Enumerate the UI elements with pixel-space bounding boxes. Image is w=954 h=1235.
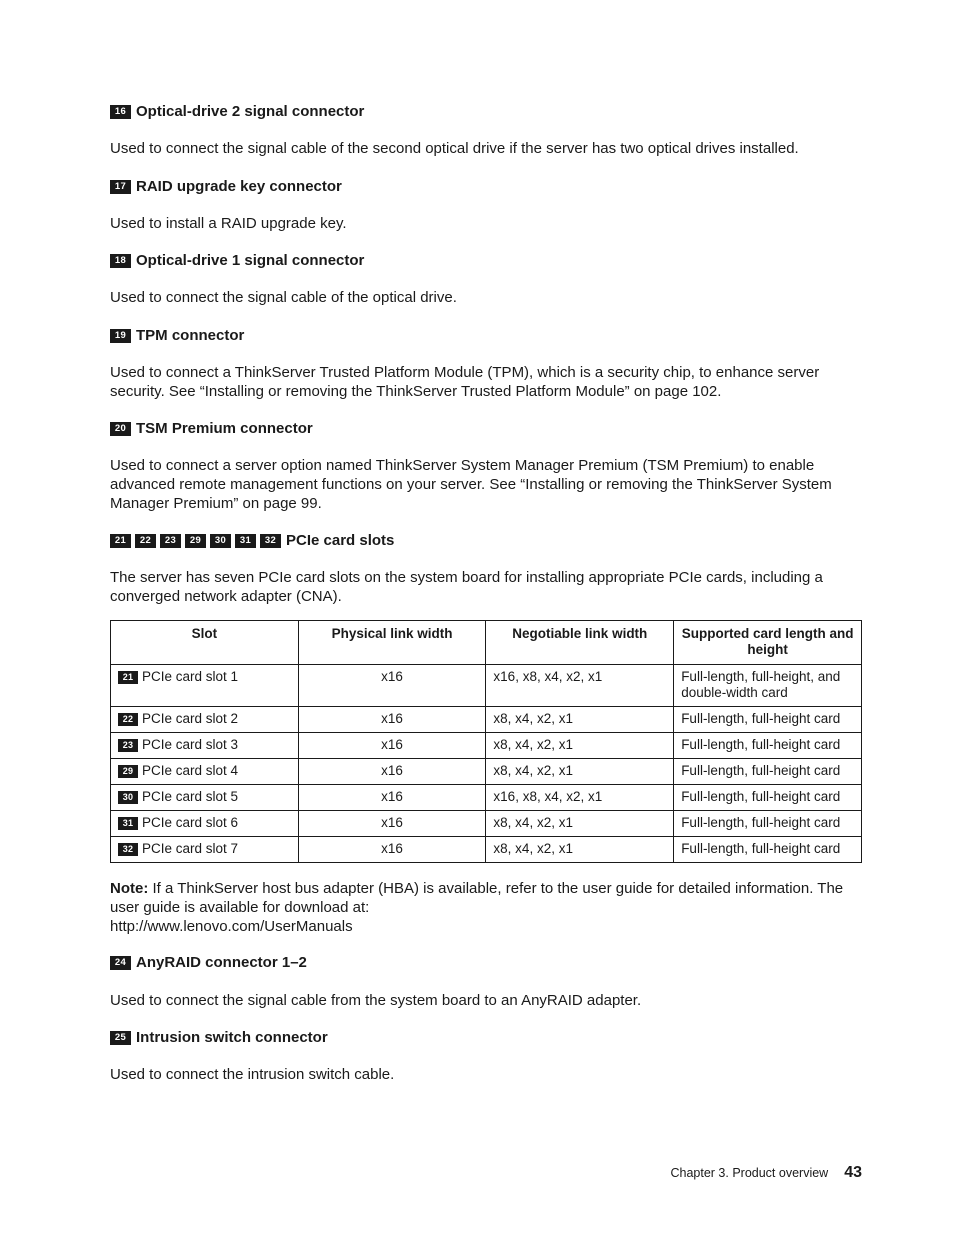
- physical-width-cell: x16: [298, 811, 486, 837]
- column-header: Negotiable link width: [486, 621, 674, 665]
- slot-name: PCIe card slot 3: [142, 737, 239, 752]
- slot-name: PCIe card slot 4: [142, 763, 239, 778]
- table-row: [111, 733, 862, 759]
- negotiable-width-cell: x8, x4, x2, x1: [486, 707, 674, 733]
- physical-width-cell: x16: [298, 707, 486, 733]
- slot-cell: [111, 759, 299, 785]
- callout-badge: 29: [185, 534, 206, 548]
- section-title: Optical-drive 1 signal connector: [136, 252, 365, 269]
- slot-cell: [111, 811, 299, 837]
- negotiable-width-cell: x16, x8, x4, x2, x1: [486, 665, 674, 707]
- callout-badge: 29: [118, 765, 138, 778]
- callout-badge: 20: [110, 422, 131, 436]
- page-footer: [670, 1164, 862, 1182]
- physical-width-cell: x16: [298, 785, 486, 811]
- section-body: Used to connect the signal cable from the system board to an AnyRAID adapter.: [110, 992, 642, 1009]
- slot-name: PCIe card slot 1: [142, 669, 239, 684]
- callout-badge: 21: [118, 671, 138, 684]
- section-title: PCIe card slots: [286, 532, 395, 549]
- callout-badge: 16: [110, 105, 131, 119]
- slot-cell: [111, 707, 299, 733]
- section-body: Used to connect a server option named ThinkServer System Manager Premium (TSM Premium) to enable advanced remote management functions on your server. See “Installing or removing the ThinkServer System Manager Premium” on page 99.: [110, 457, 832, 512]
- note-text: If a ThinkServer host bus adapter (HBA) is available, refer to the user guide for detailed information. The user guide is available for download at:: [110, 880, 844, 916]
- pcie-slot-table: [110, 620, 862, 863]
- column-header: Physical link width: [298, 621, 486, 665]
- section-body: Used to install a RAID upgrade key.: [110, 215, 347, 232]
- section-body: The server has seven PCIe card slots on the system board for installing appropriate PCIe cards, including a converged network adapter (CNA).: [110, 569, 823, 605]
- callout-badge: 18: [110, 254, 131, 268]
- negotiable-width-cell: x8, x4, x2, x1: [486, 811, 674, 837]
- column-header: Supported card length and height: [674, 621, 862, 665]
- callout-badge: 32: [118, 843, 138, 856]
- table-row: [111, 707, 862, 733]
- physical-width-cell: x16: [298, 837, 486, 863]
- section-body: Used to connect the signal cable of the optical drive.: [110, 289, 457, 306]
- section-heading: [110, 1029, 328, 1047]
- callout-badge: 25: [110, 1031, 131, 1045]
- section-heading: [110, 954, 307, 972]
- callout-badge: 30: [210, 534, 231, 548]
- slot-name: PCIe card slot 6: [142, 815, 239, 830]
- section-title: RAID upgrade key connector: [136, 178, 342, 195]
- negotiable-width-cell: x16, x8, x4, x2, x1: [486, 785, 674, 811]
- slot-cell: [111, 665, 299, 707]
- slot-cell: [111, 837, 299, 863]
- section-title: TPM connector: [136, 327, 245, 344]
- note-block: [110, 879, 862, 936]
- section-heading: [110, 178, 342, 196]
- section-title: TSM Premium connector: [136, 420, 313, 437]
- card-support-cell: Full-length, full-height card: [674, 733, 862, 759]
- slot-name: PCIe card slot 7: [142, 841, 239, 856]
- callout-badge: 32: [260, 534, 281, 548]
- card-support-cell: Full-length, full-height card: [674, 837, 862, 863]
- callout-badge: 22: [135, 534, 156, 548]
- slot-name: PCIe card slot 5: [142, 789, 239, 804]
- table-row: [111, 759, 862, 785]
- section-heading: [110, 420, 313, 438]
- callout-badge: 23: [160, 534, 181, 548]
- callout-badge: 21: [110, 534, 131, 548]
- card-support-cell: Full-length, full-height card: [674, 707, 862, 733]
- card-support-cell: Full-length, full-height, and double-width card: [674, 665, 862, 707]
- callout-badge: 31: [118, 817, 138, 830]
- section-heading: [110, 103, 364, 121]
- physical-width-cell: x16: [298, 759, 486, 785]
- negotiable-width-cell: x8, x4, x2, x1: [486, 759, 674, 785]
- negotiable-width-cell: x8, x4, x2, x1: [486, 733, 674, 759]
- section-body: Used to connect the intrusion switch cable.: [110, 1066, 395, 1083]
- section-heading: [110, 532, 394, 550]
- section-body: Used to connect the signal cable of the second optical drive if the server has two optical drives installed.: [110, 140, 799, 157]
- callout-badge: 23: [118, 739, 138, 752]
- card-support-cell: Full-length, full-height card: [674, 785, 862, 811]
- callout-badge: 30: [118, 791, 138, 804]
- section-title: AnyRAID connector 1–2: [136, 954, 307, 971]
- table-row: [111, 837, 862, 863]
- table-header-row: [111, 621, 862, 665]
- callout-badge: 24: [110, 956, 131, 970]
- page-number: 43: [844, 1164, 862, 1181]
- section-title: Optical-drive 2 signal connector: [136, 103, 365, 120]
- section-body: Used to connect a ThinkServer Trusted Platform Module (TPM), which is a security chip, to enhance server security. See “Installing or removing the ThinkServer Trusted Platform Module” on page 102.: [110, 364, 820, 400]
- section-title: Intrusion switch connector: [136, 1029, 328, 1046]
- column-header: Slot: [111, 621, 299, 665]
- table-row: [111, 785, 862, 811]
- card-support-cell: Full-length, full-height card: [674, 759, 862, 785]
- slot-cell: [111, 785, 299, 811]
- negotiable-width-cell: x8, x4, x2, x1: [486, 837, 674, 863]
- table-row: [111, 811, 862, 837]
- slot-cell: [111, 733, 299, 759]
- note-label: Note:: [110, 880, 149, 897]
- physical-width-cell: x16: [298, 665, 486, 707]
- callout-badge: 17: [110, 180, 131, 194]
- physical-width-cell: x16: [298, 733, 486, 759]
- section-heading: [110, 327, 244, 345]
- card-support-cell: Full-length, full-height card: [674, 811, 862, 837]
- chapter-title: Chapter 3. Product overview: [670, 1166, 829, 1180]
- table-row: [111, 665, 862, 707]
- section-heading: [110, 252, 364, 270]
- user-manuals-link[interactable]: http://www.lenovo.com/UserManuals: [110, 918, 353, 935]
- slot-name: PCIe card slot 2: [142, 711, 239, 726]
- callout-badge: 31: [235, 534, 256, 548]
- callout-badge: 22: [118, 713, 138, 726]
- callout-badge: 19: [110, 329, 131, 343]
